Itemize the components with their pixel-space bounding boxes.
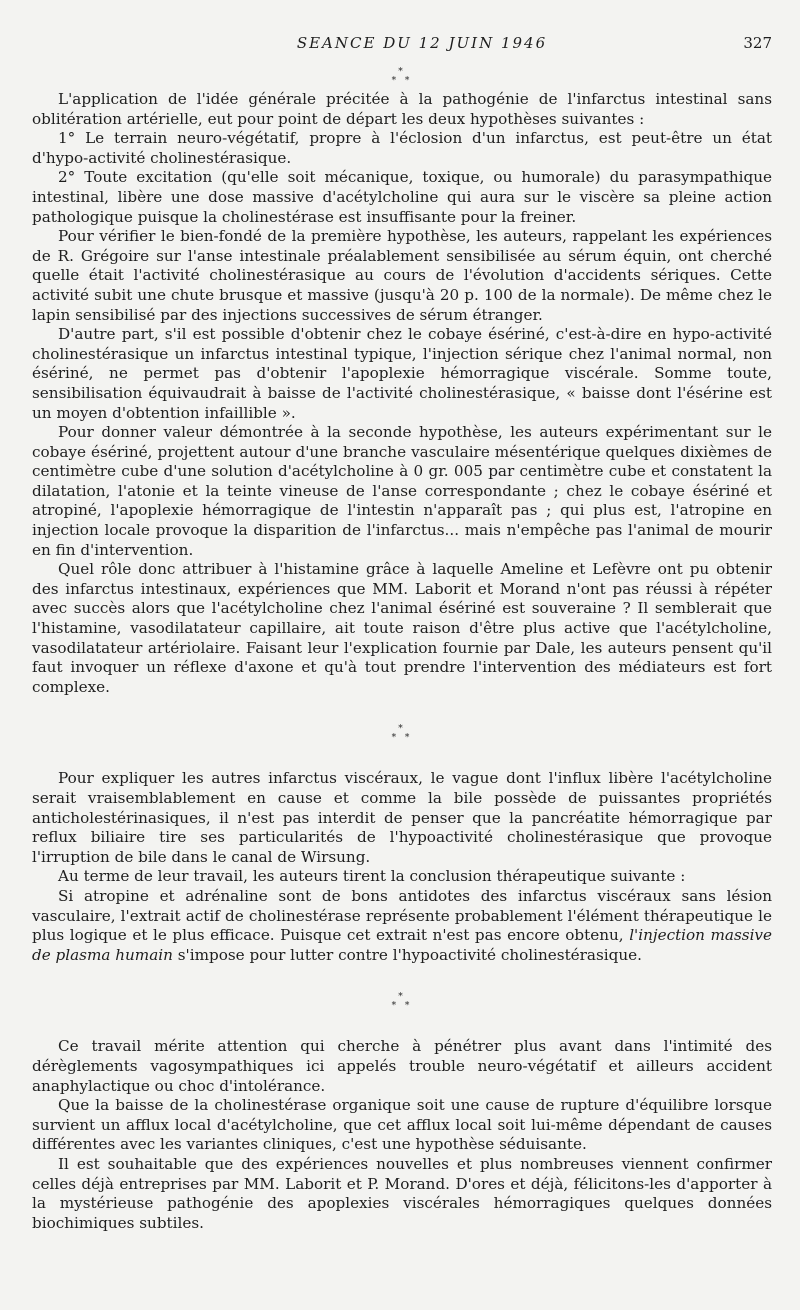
paragraph: Pour donner valeur démontrée à la seconde hypothèse, les auteurs expérimentant sur le cobaye ésériné, projettent autour d'une branche vasculaire mésentérique quelques dixièmes de centimètre cube d'une solution d'acétylcholine à 0 gr. 005 par centimètre cube et constatent la dilatation, l'atonie et la teinte vineuse de l'anse correspondante ; chez le cobaye ésériné et atropiné, l'apoplexie hémorragique de l'intestin n'apparaît pas ; qui plus est, l'atropine en injection locale provoque la disparition de l'infarctus... mais n'empêche pas l'animal de mourir en fin d'intervention. xyxy=(32,423,772,559)
section-separator xyxy=(32,725,772,743)
running-title: SEANCE DU 12 JUIN 1946 xyxy=(296,34,548,52)
text-run: s'impose pour lutter contre l'hypoactivité cholinestérasique. xyxy=(172,945,642,964)
paragraph: Pour expliquer les autres infarctus viscéraux, le vague dont l'influx libère l'acétylcholine serait vraisemblablement en cause et comme la bile possède de puissantes propriétés anticholestérinasiques, il n'est pas interdit de penser que la pancréatite hémorragique par reflux biliaire tire ses particularités de l'hypoactivité cholinestérasique que provoque l'irruption de bile dans le canal de Wirsung. xyxy=(32,769,772,866)
paragraph: Au terme de leur travail, les auteurs tirent la conclusion thérapeutique suivante : xyxy=(58,867,686,886)
separator-stars-bottom: * * xyxy=(391,733,413,744)
page-number: 327 xyxy=(743,34,772,52)
paragraph: 2° Toute excitation (qu'elle soit mécanique, toxique, ou humorale) du parasympathique intestinal, libère une dose massive d'acétylcholine qui aura sur le viscère sa pleine action pathologique puisque la cholinestérase est insuffisante pour la freiner. xyxy=(32,168,772,226)
paragraph: Quel rôle donc attribuer à l'histamine grâce à laquelle Ameline et Lefèvre ont pu obtenir des infarctus intestinaux, expériences que MM. Laborit et Morand n'ont pas réussi à répéter avec succès alors que l'acétylcholine chez l'animal ésériné est souveraine ? Il semblerait que l'histamine, vasodilatateur capillaire, ait toute raison d'être plus active que l'acétylcholine, vasodilatateur artériolaire. Faisant leur l'explication fournie par Dale, les auteurs pensent qu'il faut invoquer un réflexe d'axone et qu'à tout prendre l'intervention des médiateurs est fort complexe. xyxy=(32,560,772,696)
paragraph: L'application de l'idée générale précitée à la pathogénie de l'infarctus intestinal sans oblitération artérielle, eut pour point de départ les deux hypothèses suivantes : xyxy=(32,90,772,128)
paragraph: D'autre part, s'il est possible d'obtenir chez le cobaye ésériné, c'est-à-dire en hypo-activité cholinestérasique un infarctus intestinal typique, l'injection sérique chez l'animal normal, non ésériné, ne permet pas d'obtenir l'apoplexie hémorragique viscérale. Somme toute, sensibilisation équivaudrait à baisse de l'activité cholinestérasique, « baisse dont l'ésérine est un moyen d'obtention infaillible ». xyxy=(32,325,772,422)
emphasized-text: l'injection massive de plasma humain xyxy=(32,926,772,964)
separator-star-top: * xyxy=(398,67,406,77)
separator-star-top: * xyxy=(398,992,406,1003)
running-header xyxy=(32,34,772,62)
separator-star-top: * xyxy=(398,724,406,735)
section-separator xyxy=(32,68,772,86)
separator-stars-bottom: * * xyxy=(391,76,413,86)
paragraph: Que la baisse de la cholinestérase organique soit une cause de rupture d'équilibre lorsque survient un afflux local d'acétylcholine, que cet afflux local soit lui-même dépendant de causes différentes avec les variantes cliniques, c'est une hypothèse séduisante. xyxy=(32,1096,772,1154)
paragraph xyxy=(32,887,772,965)
paragraph: Pour vérifier le bien-fondé de la première hypothèse, les auteurs, rappelant les expériences de R. Grégoire sur l'anse intestinale préalablement sensibilisée au sérum équin, ont cherché quelle était l'activité cholinestérasique au cours de l'évolution d'accidents sériques. Cette activité subit une chute brusque et massive (jusqu'à 20 p. 100 de la normale). De même chez le lapin sensibilisé par des injections successives de sérum étranger. xyxy=(32,227,772,324)
paragraph: 1° Le terrain neuro-végétatif, propre à l'éclosion d'un infarctus, est peut-être un état d'hypo-activité cholinestérasique. xyxy=(32,129,772,167)
paragraph: Il est souhaitable que des expériences nouvelles et plus nombreuses viennent confirmer celles déjà entreprises par MM. Laborit et P. Morand. D'ores et déjà, félicitons-les d'apporter à la mystérieuse pathogénie des apoplexies viscérales hémorragiques quelques données biochimiques subtiles. xyxy=(32,1154,772,1232)
paragraph: Ce travail mérite attention qui cherche à pénétrer plus avant dans l'intimité des dérèglements vagosympathiques ici appelés trouble neuro-végétatif et ailleurs accident anaphylactique ou choc d'intolérance. xyxy=(32,1037,772,1095)
section-separator xyxy=(32,993,772,1011)
separator-stars-bottom: * * xyxy=(391,1001,413,1012)
text-run: Si atropine et adrénaline sont de bons antidotes des infarctus viscéraux sans lésion vasculaire, l'extrait actif de cholinestérase représente probablement l'élément thérapeutique le plus logique et le plus efficace. Puisque cet extrait n'est pas encore obtenu, xyxy=(32,886,772,945)
